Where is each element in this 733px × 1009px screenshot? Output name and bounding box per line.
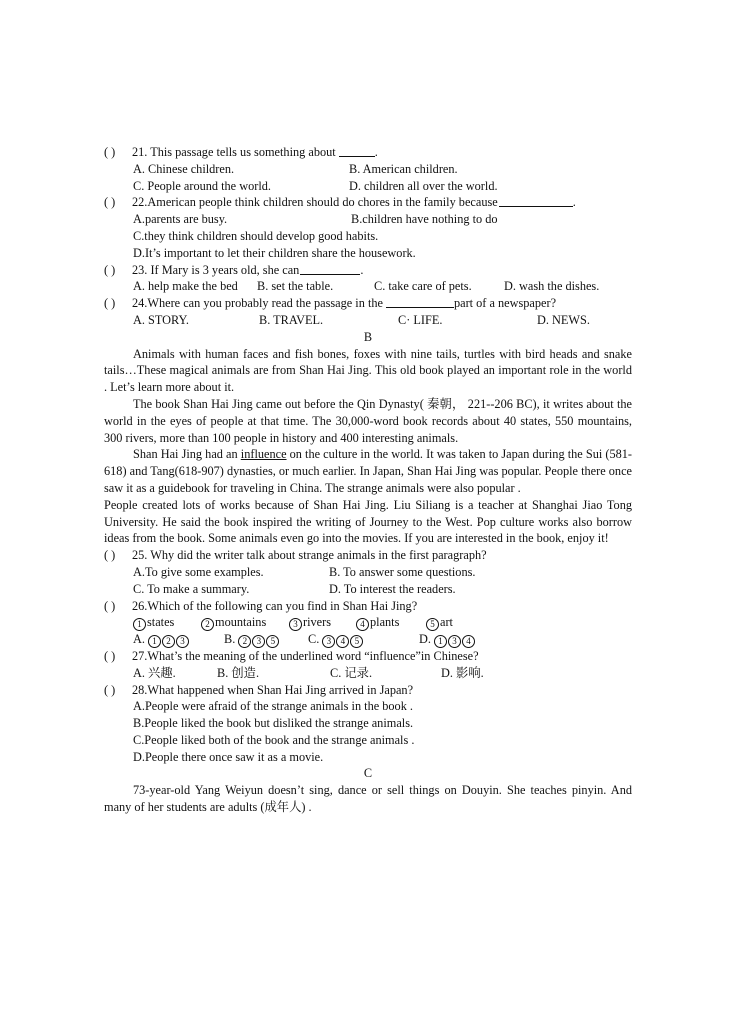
option-c: C. People around the world.	[133, 178, 271, 193]
circled-number: 2	[201, 618, 214, 631]
option-c: C. take care of pets.	[374, 279, 472, 294]
option-c: C. 3 4 5	[308, 631, 419, 648]
exam-content	[104, 144, 632, 816]
options-row	[104, 211, 632, 228]
answer-blank	[499, 194, 573, 207]
option-d: D.It’s important to let their children share the housework.	[133, 245, 416, 260]
option-d: D. To interest the readers.	[329, 581, 456, 596]
option-c: C. 记录.	[330, 665, 373, 680]
option-b: B. 创造.	[217, 665, 260, 680]
option-d: D.People there once saw it as a movie.	[133, 749, 324, 764]
question-stem: 26.Which of the following can you find in Shan Hai Jing?	[132, 598, 418, 613]
question-27	[104, 648, 632, 665]
passage-b-paragraph-4: People created lots of works because of Shan Hai Jing. Liu Siliang is a teacher at Shanghai Jiao Tong University. He said the book inspired the writing of Journey to the West. Pop culture works also borrow ideas from the book. Some animals even go into the movies. If you are interested in the book, enjoy it!	[104, 497, 632, 546]
question-stem: 22.American people think children should do chores in the family because	[132, 195, 498, 210]
option-b: B. TRAVEL.	[259, 312, 324, 327]
question-stem: 27.What’s the meaning of the underlined word “influence”in Chinese?	[132, 648, 479, 663]
passage-c-paragraph-1: 73-year-old Yang Weiyun doesn’t sing, dance or sell things on Douyin. She teaches pinyin. And many of her students are adults (成年人) .	[104, 783, 632, 815]
question-stem: 24.Where can you probably read the passage in the	[132, 296, 383, 311]
option-c: C. To make a summary.	[133, 581, 250, 596]
option-a: A. 1 2 3	[133, 631, 224, 648]
options-row	[104, 178, 632, 195]
passage-b-paragraph-1: Animals with human faces and fish bones, foxes with nine tails, turtles with bird heads and snake tails…These magical animals are from Shan Hai Jing. This old book played an important role in the world . Let’s learn more about it.	[104, 346, 632, 395]
option-a: A.To give some examples.	[133, 564, 264, 579]
answer-bracket: ( )	[104, 262, 116, 277]
section-heading-c: C	[363, 766, 373, 781]
options-row	[104, 665, 632, 682]
answer-blank	[339, 144, 375, 157]
option-c: C.they think children should develop good habits.	[133, 228, 379, 243]
option-b: B. set the table.	[257, 279, 334, 294]
passage-b-paragraph-2: The book Shan Hai Jing came out before the Qin Dynasty( 秦朝， 221--206 BC), it writes about the world in the eyes of people at that time. The 30,000-word book records about 40 states, 550 mountains, 300 rivers, more than 100 people in history and 400 interesting animals.	[104, 396, 632, 445]
options-row	[104, 312, 632, 329]
answer-bracket: ( )	[104, 145, 116, 159]
option-d: D. 影响.	[441, 665, 484, 680]
question-26	[104, 598, 632, 615]
question-stem: 23. If Mary is 3 years old, she can	[132, 262, 300, 277]
answer-blank	[300, 262, 360, 275]
item: 1 states	[133, 614, 201, 631]
answer-bracket: ( )	[104, 548, 116, 563]
option-b: B.children have nothing to do	[351, 212, 498, 227]
option-a: A. help make the bed	[133, 279, 238, 294]
answer-bracket: ( )	[104, 682, 116, 697]
question-22: ( ) 22.American people think children should do chores in the family because .	[104, 195, 576, 210]
option-b: B. 2 3 5	[224, 631, 308, 648]
option-d: D. 1 3 4	[419, 631, 476, 648]
option-a: A. Chinese children.	[133, 161, 235, 176]
option-a: A. 兴趣.	[133, 665, 176, 680]
circled-number: 5	[426, 618, 439, 631]
options-row	[104, 581, 632, 598]
item: 4 plants	[356, 614, 426, 631]
answer-bracket: ( )	[104, 195, 116, 210]
option-b: B. To answer some questions.	[329, 564, 476, 579]
section-heading-b: B	[363, 329, 373, 344]
options-row	[104, 564, 632, 581]
underlined-word: influence	[240, 447, 287, 462]
question-stem: 28.What happened when Shan Hai Jing arrived in Japan?	[132, 682, 414, 697]
answer-bracket: ( )	[104, 296, 116, 311]
option-b: B.People liked the book but disliked the strange animals.	[133, 716, 414, 731]
option-d: D. NEWS.	[537, 312, 590, 327]
option-d: D. wash the dishes.	[504, 279, 600, 294]
circled-number: 4	[356, 618, 369, 631]
item: 3 rivers	[289, 614, 356, 631]
circled-number: 3	[289, 618, 302, 631]
option-a: A.People were afraid of the strange animals in the book .	[133, 699, 414, 714]
question-stem: 21. This passage tells us something about	[132, 145, 336, 159]
option-d: D. children all over the world.	[349, 178, 498, 193]
answer-bracket: ( )	[104, 598, 116, 613]
option-a: A. STORY.	[133, 312, 189, 327]
option-a: A.parents are busy.	[133, 212, 228, 227]
answer-blank	[386, 295, 454, 308]
options-row	[104, 161, 632, 178]
question-21: ( ) 21. This passage tells us something about .	[104, 145, 378, 159]
question-23: ( ) 23. If Mary is 3 years old, she can .	[104, 262, 364, 277]
question-24: ( ) 24.Where can you probably read the passage in the part of a newspaper?	[104, 296, 557, 311]
options-row	[104, 278, 632, 295]
item-list	[104, 614, 632, 631]
option-b: B. American children.	[349, 161, 458, 176]
item: 5 art	[426, 614, 453, 631]
passage-b-paragraph-3: Shan Hai Jing had an influence on the culture in the world. It was taken to Japan during the Sui (581-618) and Tang(618-907) dynasties, or much earlier. In Japan, Shan Hai Jing was popular. People there once saw it as a guidebook for traveling in China. The strange animals were also popular .	[104, 447, 633, 495]
question-25	[104, 547, 632, 564]
answer-bracket: ( )	[104, 648, 116, 663]
question-28	[104, 682, 632, 699]
option-c: C.People liked both of the book and the strange animals .	[133, 732, 415, 747]
question-stem: 25. Why did the writer talk about strange animals in the first paragraph?	[132, 548, 487, 563]
item: 2 mountains	[201, 614, 289, 631]
options-row	[104, 631, 632, 648]
circled-number: 1	[133, 618, 146, 631]
option-c: C· LIFE.	[398, 312, 443, 327]
